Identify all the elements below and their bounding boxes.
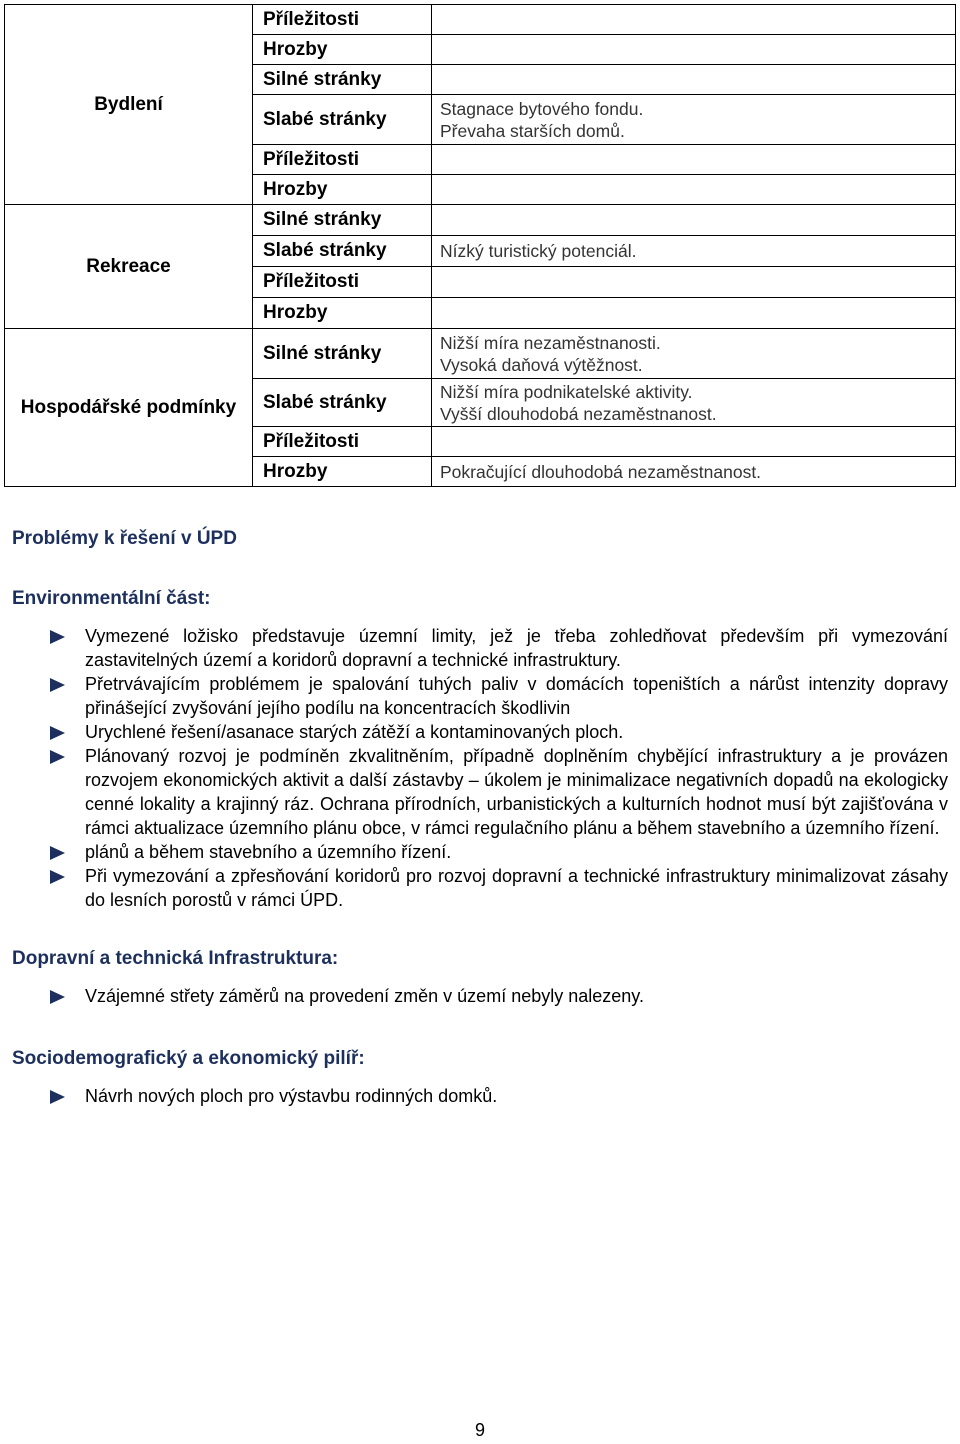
list-item [12, 984, 948, 1008]
swot-text [432, 145, 956, 175]
table-row [5, 329, 956, 379]
swot-text [432, 267, 956, 298]
bullet-text: Návrh nových ploch pro výstavbu rodinných domků. [85, 1086, 498, 1106]
swot-table [4, 4, 956, 487]
category-hospodarske-podminky: Hospodářské podmínky [5, 329, 253, 487]
swot-label: Hrozby [253, 298, 432, 329]
bullet-arrow-icon [50, 846, 65, 860]
swot-text [432, 205, 956, 236]
problems-title: Problémy k řešení v ÚPD [12, 528, 237, 549]
swot-label: Hrozby [253, 35, 432, 65]
swot-text: Nižší míra nezaměstnanosti. Vysoká daňová výtěžnost. [432, 329, 956, 379]
section-heading-infrastructure: Dopravní a technická Infrastruktura: [12, 948, 339, 969]
swot-label: Hrozby [253, 457, 432, 487]
swot-label: Silné stránky [253, 65, 432, 95]
swot-text [432, 65, 956, 95]
bullet-arrow-icon [50, 1090, 65, 1104]
bullet-arrow-icon [50, 678, 65, 692]
bullet-text: plánů a během stavebního a územního řízení. [85, 842, 452, 862]
list-item [12, 1084, 948, 1108]
swot-text: Stagnace bytového fondu. Převaha starších domů. [432, 95, 956, 145]
swot-text [432, 175, 956, 205]
swot-label: Slabé stránky [253, 379, 432, 427]
category-rekreace: Rekreace [5, 205, 253, 329]
bullet-arrow-icon [50, 726, 65, 740]
list-item [12, 672, 948, 720]
swot-label: Příležitosti [253, 267, 432, 298]
bullet-arrow-icon [50, 990, 65, 1004]
section-heading-environmental: Environmentální část: [12, 588, 211, 609]
swot-label: Slabé stránky [253, 95, 432, 145]
category-bydleni: Bydlení [5, 5, 253, 205]
bullet-arrow-icon [50, 630, 65, 644]
swot-text: Nízký turistický potenciál. [432, 236, 956, 267]
infrastructure-bullets [12, 984, 948, 1008]
list-item [12, 624, 948, 672]
list-item [12, 864, 948, 912]
bullet-text: Plánovaný rozvoj je podmíněn zkvalitněním, případně doplněním chybějící infrastruktury a je provázen rozvojem ekonomických aktivit a další zástavby – úkolem je minimalizace negativních dopadů na ekologicky cenné lokality a krajinný ráz. Ochrana přírodních, urbanistických a kulturních hodnot musí být zajišťována v rámci aktualizace územního plánu obce, v rámci regulačního plánu a během stavebního a územního řízení. [85, 746, 948, 838]
swot-text [432, 5, 956, 35]
swot-label: Hrozby [253, 175, 432, 205]
bullet-arrow-icon [50, 750, 65, 764]
swot-text [432, 35, 956, 65]
list-item [12, 840, 948, 864]
swot-label: Příležitosti [253, 145, 432, 175]
problems-section [12, 528, 948, 1108]
swot-text: Pokračující dlouhodobá nezaměstnanost. [432, 457, 956, 487]
swot-label: Příležitosti [253, 5, 432, 35]
bullet-text: Při vymezování a zpřesňování koridorů pro rozvoj dopravní a technické infrastruktury minimalizovat zásahy do lesních porostů v rámci ÚPD. [85, 866, 948, 910]
list-item [12, 744, 948, 840]
table-row [5, 205, 956, 236]
swot-label: Slabé stránky [253, 236, 432, 267]
swot-text [432, 298, 956, 329]
section-heading-socio: Sociodemografický a ekonomický pilíř: [12, 1048, 365, 1069]
swot-label: Silné stránky [253, 329, 432, 379]
bullet-text: Urychlené řešení/asanace starých zátěží a kontaminovaných ploch. [85, 722, 624, 742]
bullet-text: Přetrvávajícím problémem je spalování tuhých paliv v domácích topeništích a nárůst intenzity dopravy přinášející zvyšování jejího podílu na koncentracích škodlivin [85, 674, 948, 718]
bullet-text: Vzájemné střety záměrů na provedení změn v území nebyly nalezeny. [85, 986, 644, 1006]
table-row [5, 5, 956, 35]
socio-bullets [12, 1084, 948, 1108]
environmental-bullets [12, 624, 948, 912]
bullet-arrow-icon [50, 870, 65, 884]
bullet-text: Vymezené ložisko představuje územní limity, jež je třeba zohledňovat především při vymezování zastavitelných území a koridorů dopravní a technické infrastruktury. [85, 626, 948, 670]
swot-label: Příležitosti [253, 427, 432, 457]
list-item [12, 720, 948, 744]
page-number: 9 [474, 1420, 485, 1440]
swot-label: Silné stránky [253, 205, 432, 236]
swot-text [432, 427, 956, 457]
swot-text: Nižší míra podnikatelské aktivity. Vyšší dlouhodobá nezaměstnanost. [432, 379, 956, 427]
